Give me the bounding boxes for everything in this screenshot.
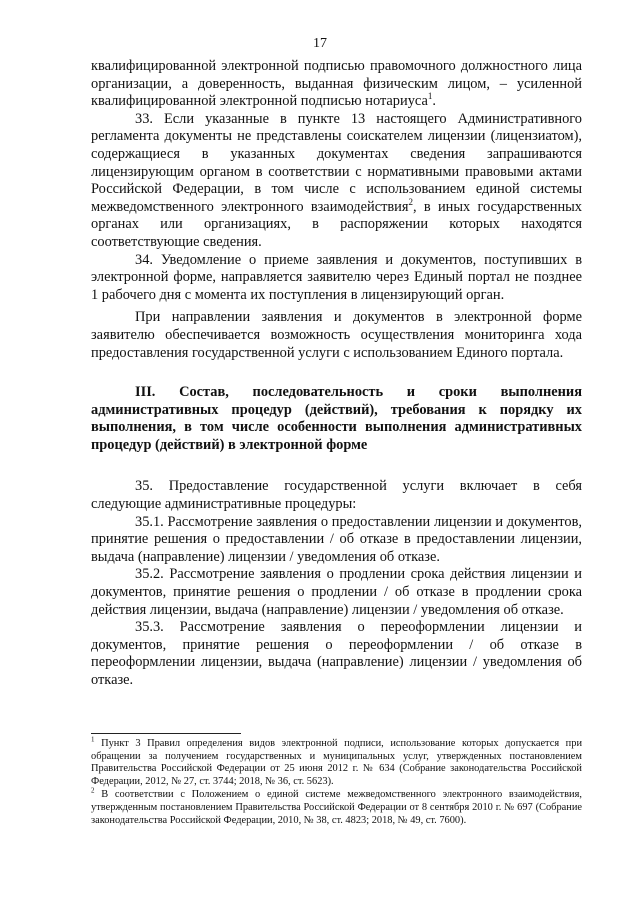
paragraph-text: квалифицированной электронной подписью правомочного должностного лица организации, а доверенность, выданная физическим лицом, – усиленной квалифицированной электронной подписью нотариуса [91,58,582,110]
footnote-2 [91,786,582,827]
paragraph-33 [91,111,582,252]
paragraph-35: 35. Предоставление государственной услуги включает в себя следующие административные процедуры: [91,478,582,513]
paragraph-34: 34. Уведомление о приеме заявления и документов, поступивших в электронной форме, направляется заявителю через Единый портал не позднее 1 рабочего дня с момента их поступления в лицензирующий орган. [91,251,582,303]
footnote-mark: 2 [91,786,95,795]
footnote-divider [91,733,241,734]
paragraph-text: 33. Если указанные в пункте 13 настоящего Административного регламента документы не представлены соискателем лицензии (лицензиатом), содержащиеся в указанных документах сведения запрашиваются лицензирующим органом в соответствии с нормативными правовыми актами Российской Федерации, в том числе с использованием единой системы межведомственного электронного взаимодействия [91,110,582,215]
footnotes [91,735,582,828]
footnote-text: Пункт 3 Правил определения видов электронной подписи, использование которых допускается при обращении за получением государственных и муниципальных услуг, утвержденных постановлением Правительства Российской Федерации от 25 июня 2012 г. № 634 (Собрание законодательства Российской Федерации, 2012, № 27, ст. 3744; 2018, № 36, ст. 5623). [91,738,582,787]
paragraph-tail: . [432,93,436,110]
paragraph-35-2: 35.2. Рассмотрение заявления о продлении срока действия лицензии и документов, принятие решения о продлении / об отказе в продлении срока действия лицензии, выдача (направление) лицензии / уведомления об отказе. [91,566,582,618]
page-number: 17 [313,36,327,51]
footnote-text: В соответствии с Положением о единой системе межведомственного электронного взаимодействия, утвержденным постановлением Правительства Российской Федерации от 8 сентября 2010 г. № 697 (Собрание законодательства Российской Федерации, 2010, № 38, ст. 4823; 2018, № 49, ст. 7600). [91,789,582,826]
paragraph-continuation [91,58,582,111]
paragraph-tail: , в иных государственных органах или организациях, в распоряжении которых находятся соответствующие сведения. [91,198,583,250]
body-text [91,58,582,690]
footnote-ref-1[interactable]: 1 [427,91,433,102]
footnote-ref-2[interactable]: 2 [408,196,413,207]
footnote-mark: 1 [91,735,95,744]
paragraph-monitoring: При направлении заявления и документов в электронной форме заявителю обеспечивается возможность осуществления мониторинга хода предоставления государственной услуги с использованием Единого портала. [91,309,582,361]
paragraph-35-1: 35.1. Рассмотрение заявления о предоставлении лицензии и документов, принятие решения о предоставлении / об отказе в предоставлении лицензии, выдача (направление) лицензии / уведомления об отказе. [91,513,582,565]
paragraph-35-3: 35.3. Рассмотрение заявления о переоформлении лицензии и документов, принятие решения о переоформлении / об отказе в переоформлении лицензии, выдача (направление) лицензии / уведомления об отказе. [91,619,582,688]
footnote-1 [91,735,582,788]
section-heading: III. Состав, последовательность и сроки выполнения административных процедур (действий), требования к порядку их выполнения, в том числе особенности выполнения административных процедур (действий) в электронной форме [91,384,582,453]
